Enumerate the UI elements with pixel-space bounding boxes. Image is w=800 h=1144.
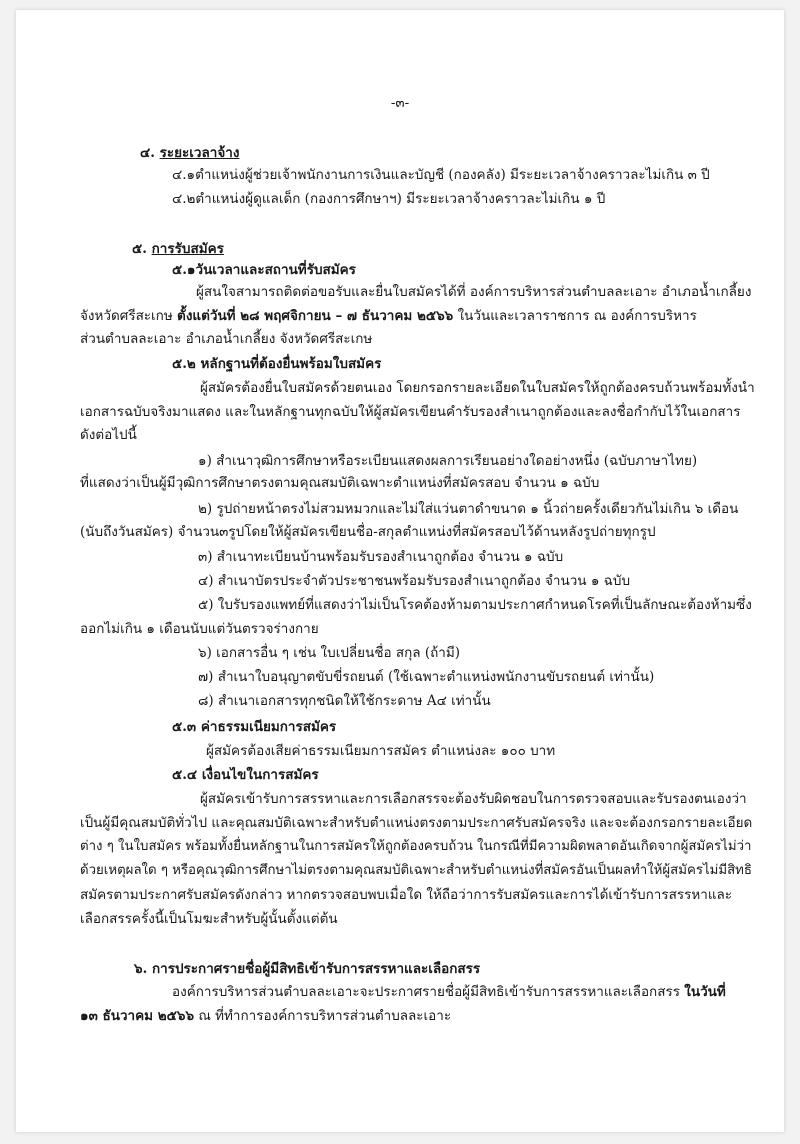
section-5-4-line-6: เลือกสรรครั้งนี้เป็นโมฆะสำหรับผู้นั้นตั้งแต่ต้น — [80, 911, 338, 927]
section-5-2-line-2: เอกสารฉบับจริงมาแสดง และในหลักฐานทุกฉบับให้ผู้สมัครเขียนคำรับรองสำเนาถูกต้องและลงชื่อกำกับไว้ในเอกสาร — [80, 404, 741, 420]
section-4-number: ๔. — [140, 145, 155, 161]
page-number: -๓- — [390, 95, 410, 111]
document-item-5-line-2: ออกไม่เกิน ๑ เดือนนับแต่วันตรวจร่างกาย — [80, 621, 319, 637]
document-item-1-line-1: ๑) สำเนาวุฒิการศึกษาหรือระเบียนแสดงผลการเรียนอย่างใดอย่างหนึ่ง (ฉบับภาษาไทย) — [198, 453, 698, 469]
section-5-1-line-3: ส่วนตำบลละเอาะ อำเภอน้ำเกลี้ยง จังหวัดศรีสะเกษ — [80, 331, 373, 347]
section-5-4-title: ๕.๔ เงื่อนไขในการสมัคร — [172, 767, 319, 783]
section-6-line-1 — [172, 983, 726, 1001]
section-5-2-title: ๕.๒ หลักฐานที่ต้องยื่นพร้อมใบสมัคร — [172, 356, 382, 372]
section-5-title: การรับสมัคร — [151, 241, 224, 257]
application-period: ตั้งแต่วันที่ ๒๘ พฤศจิกายน – ๗ ธันวาคม ๒๕๖๖ — [177, 308, 454, 324]
section-4-2: ๔.๒ตำแหน่งผู้ดูแลเด็ก (กองการศึกษาฯ) มีระยะเวลาจ้างคราวละไม่เกิน ๑ ปี — [172, 191, 606, 207]
section-5-1-line-2 — [80, 307, 697, 325]
section-5-3-title: ๕.๓ ค่าธรรมเนียมการสมัคร — [172, 719, 337, 735]
section-5-4-line-1: ผู้สมัครเข้ารับการสรรหาและการเลือกสรรจะต้องรับผิดชอบในการตรวจสอบและรับรองตนเองว่า — [200, 791, 747, 807]
section-6-heading: ๖. การประกาศรายชื่อผู้มีสิทธิเข้ารับการสรรหาและเลือกสรร — [134, 961, 481, 977]
section-5-1-line-1: ผู้สนใจสามารถติดต่อขอรับและยื่นใบสมัครได้ที่ องค์การบริหารส่วนตำบลละเอาะ อำเภอน้ำเกลี้ยง — [196, 284, 752, 300]
document-item-3: ๓) สำเนาทะเบียนบ้านพร้อมรับรองสำเนาถูกต้อง จำนวน ๑ ฉบับ — [198, 549, 564, 565]
document-item-7: ๗) สำเนาใบอนุญาตขับขี่รถยนต์ (ใช้เฉพาะตำแหน่งพนักงานขับรถยนต์ เท่านั้น) — [198, 669, 655, 685]
document-item-1-line-2: ที่แสดงว่าเป็นผู้มีวุฒิการศึกษาตรงตามคุณสมบัติเฉพาะตำแหน่งที่สมัครสอบ จำนวน ๑ ฉบับ — [80, 475, 600, 491]
announcement-date-label: ในวันที่ — [684, 984, 726, 1000]
document-item-2-line-1: ๒) รูปถ่ายหน้าตรงไม่สวมหมวกและไม่ใส่แว่นตาดำขนาด ๑ นิ้วถ่ายครั้งเดียวกันไม่เกิน ๖ เดือน — [198, 501, 739, 517]
section-5-2-line-1: ผู้สมัครต้องยื่นใบสมัครด้วยตนเอง โดยกรอกรายละเอียดในใบสมัครให้ถูกต้องครบถ้วนพร้อมทั้งนำ — [200, 380, 755, 396]
announcement-date: ๑๓ ธันวาคม ๒๕๖๖ — [80, 1008, 195, 1024]
document-item-2-line-2: (นับถึงวันสมัคร) จำนวน๓รูปโดยให้ผู้สมัครเขียนชื่อ-สกุลตำแหน่งที่สมัครสอบไว้ด้านหลังรูปถ่ายทุกรูป — [80, 524, 656, 540]
section-5-4-line-2: เป็นผู้มีคุณสมบัติทั่วไป และคุณสมบัติเฉพาะสำหรับตำแหน่งตรงตามประกาศรับสมัครจริง และจะต้องกรอกรายละเอียด — [80, 815, 753, 831]
document-page — [16, 10, 784, 1132]
document-item-6: ๖) เอกสารอื่น ๆ เช่น ใบเปลี่ยนชื่อ สกุล (ถ้ามี) — [198, 645, 461, 661]
section-5-heading — [132, 240, 224, 258]
section-4-title: ระยะเวลาจ้าง — [159, 145, 240, 161]
section-6-line-2 — [80, 1007, 451, 1025]
announcement-text: องค์การบริหารส่วนตำบลละเอาะจะประกาศรายชื่อผู้มีสิทธิเข้ารับการสรรหาและเลือกสรร — [172, 984, 680, 1000]
section-4-1: ๔.๑ตำแหน่งผู้ช่วยเจ้าพนักงานการเงินและบัญชี (กองคลัง) มีระยะเวลาจ้างคราวละไม่เกิน ๓ ปี — [172, 167, 710, 183]
section-5-4-line-5: สมัครตามประกาศรับสมัครดังกล่าว หากตรวจสอบพบเมื่อใด ให้ถือว่าการรับสมัครและการได้เข้ารับการสรรหาและ — [80, 887, 733, 903]
section-5-3-fee: ผู้สมัครต้องเสียค่าธรรมเนียมการสมัคร ตำแหน่งละ ๑๐๐ บาท — [206, 743, 556, 759]
document-item-4: ๔) สำเนาบัตรประจำตัวประชาชนพร้อมรับรองสำเนาถูกต้อง จำนวน ๑ ฉบับ — [198, 573, 631, 589]
document-item-5-line-1: ๕) ใบรับรองแพทย์ที่แสดงว่าไม่เป็นโรคต้องห้ามตามประกาศกำหนดโรคที่เป็นลักษณะต้องห้ามซึ่ง — [198, 597, 752, 613]
section-5-1-title: ๕.๑วันเวลาและสถานที่รับสมัคร — [172, 262, 356, 278]
section-5-number: ๕. — [132, 241, 147, 257]
section-4-heading — [140, 144, 239, 162]
province-text: จังหวัดศรีสะเกษ — [80, 308, 173, 324]
section-5-4-line-3: ต่าง ๆ ในใบสมัคร พร้อมทั้งยื่นหลักฐานในการสมัครให้ถูกต้องครบถ้วน ในกรณีที่มีความผิดพลาดอันเกิดจากผู้สมัครไม่ว่า — [80, 839, 752, 854]
announcement-location: ณ ที่ทำการองค์การบริหารส่วนตำบลละเอาะ — [198, 1008, 452, 1024]
office-hours-text: ในวันและเวลาราชการ ณ องค์การบริหาร — [457, 308, 697, 324]
section-5-2-line-3: ดังต่อไปนี้ — [80, 427, 137, 443]
document-item-8: ๘) สำเนาเอกสารทุกชนิดให้ใช้กระดาษ A๔ เท่านั้น — [198, 693, 491, 709]
section-5-4-line-4: ด้วยเหตุผลใด ๆ หรือคุณวุฒิการศึกษาไม่ตรงตามคุณสมบัติเฉพาะสำหรับตำแหน่งที่สมัครอันเป็นผลทำให้ผู้สมัครไม่มีสิทธิ — [80, 863, 752, 878]
